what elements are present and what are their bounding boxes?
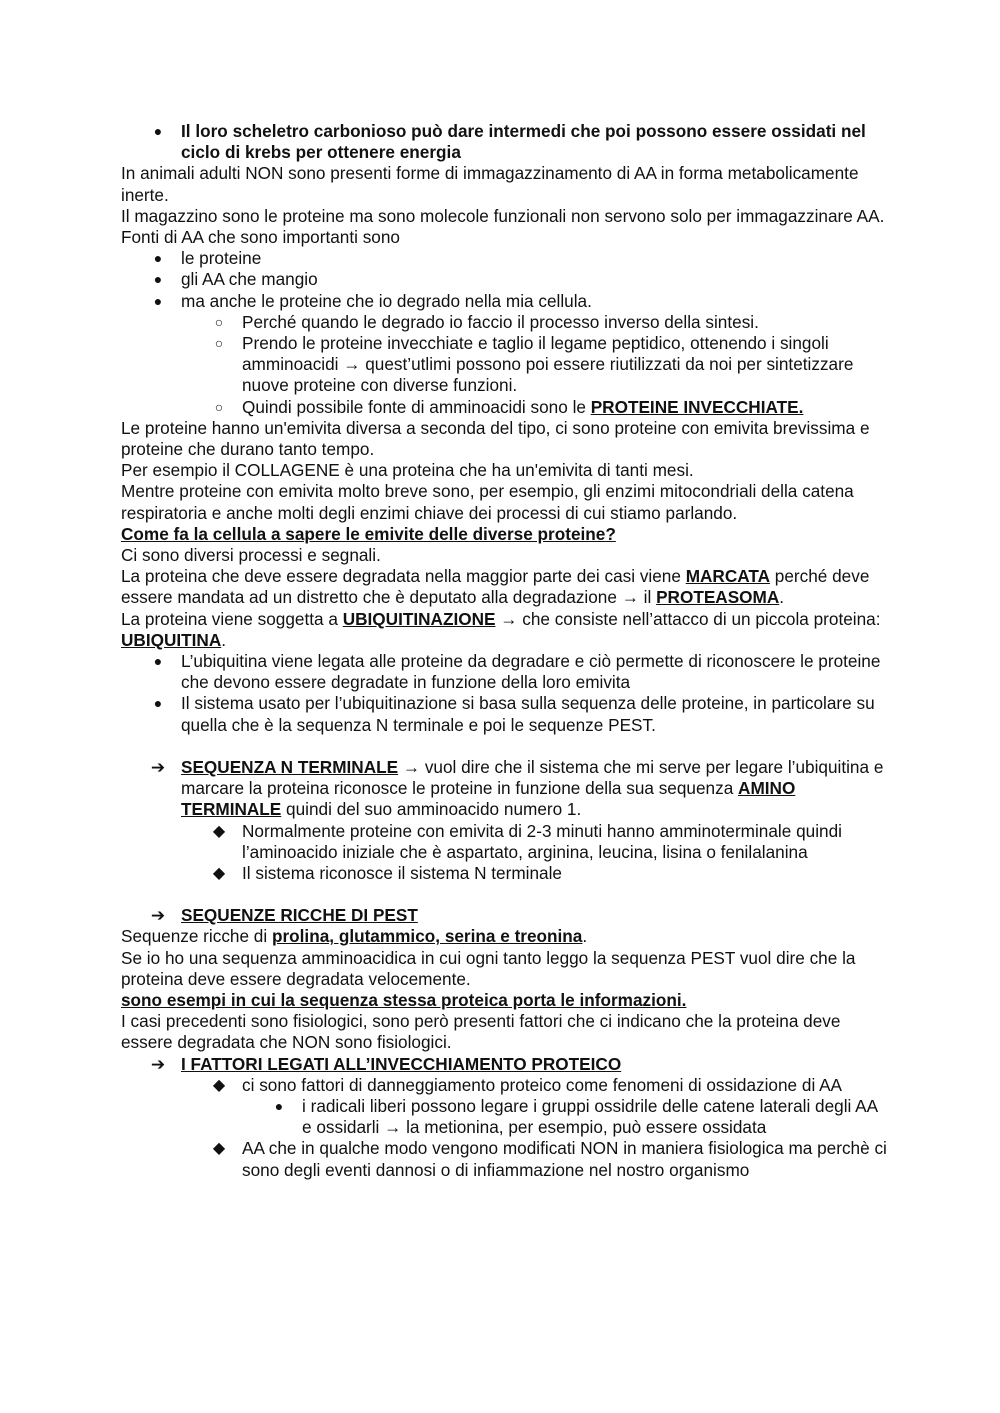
arrow-heading: I FATTORI LEGATI ALL’INVECCHIAMENTO PROTEICO [181, 1053, 622, 1074]
sub-bullet-item [121, 312, 891, 333]
bullet-marker: ● [153, 695, 163, 712]
bullet-text: Il sistema usato per l’ubiquitinazione si basa sulla sequenza delle proteine, in particolare su quella che è la sequenza N terminale e poi le sequenze PEST. [181, 693, 875, 735]
bullet-item [121, 291, 891, 312]
paragraph: Se io ho una sequenza amminoacidica in cui ogni tanto leggo la sequenza PEST vuol dire che la proteina deve essere degradata velocemente. [121, 947, 856, 989]
text-run: . [582, 926, 588, 947]
diamond-item [121, 821, 891, 863]
sub-bullet-text: Perché quando le degrado io faccio il processo inverso della sintesi. [242, 311, 759, 332]
text-run: quindi del suo amminoacido numero 1. [281, 799, 582, 820]
underlined-term: AMINO TERMINALE [181, 778, 796, 820]
underlined-term: UBIQUITINAZIONE [342, 608, 496, 629]
diamond-icon: ◆ [212, 864, 226, 882]
text-run: → che consiste nell’attacco di un piccola proteina: [495, 608, 881, 629]
bullet-item [121, 121, 891, 163]
diamond-text: Il sistema riconosce il sistema N terminale [242, 862, 562, 883]
arrow-item [121, 1054, 891, 1075]
bullet-marker: ● [274, 1097, 284, 1114]
paragraph [121, 566, 891, 608]
arrow-icon: ➔ [150, 906, 166, 926]
sub-sub-bullet-item [121, 1096, 891, 1138]
bullet-text: ma anche le proteine che io degrado nella mia cellula. [181, 290, 592, 311]
diamond-item [121, 863, 891, 884]
bullet-marker: ● [153, 292, 163, 309]
text-run: Quindi possibile fonte di amminoacidi sono le [242, 396, 591, 417]
bullet-marker: ● [153, 250, 163, 267]
arrow-text [181, 757, 891, 821]
paragraph [121, 926, 891, 947]
paragraph: Il magazzino sono le proteine ma sono molecole funzionali non servono solo per immagazzinare AA. [121, 205, 885, 226]
diamond-icon: ◆ [212, 1076, 226, 1094]
diamond-text: AA che in qualche modo vengono modificati NON in maniera fisiologica ma perchè ci sono degli eventi dannosi o di infiammazione nel nostro organismo [242, 1138, 887, 1180]
arrow-item [121, 905, 891, 926]
sub-bullet-item [121, 333, 891, 397]
arrow-icon: ➔ [150, 757, 166, 777]
paragraph: Le proteine hanno un'emivita diversa a seconda del tipo, ci sono proteine con emivita brevissima e proteine che durano tanto tempo. [121, 417, 870, 460]
paragraph [121, 609, 891, 651]
paragraph: Ci sono diversi processi e segnali. [121, 545, 381, 566]
circle-marker: ○ [214, 313, 224, 330]
spacer [121, 884, 891, 905]
underlined-term: UBIQUITINA [121, 629, 222, 650]
bullet-item [121, 651, 891, 693]
bullet-item [121, 248, 891, 269]
bullet-item [121, 269, 891, 290]
paragraph: Per esempio il COLLAGENE è una proteina che ha un'emivita di tanti mesi. [121, 460, 694, 481]
bullet-marker: ● [153, 271, 163, 288]
circle-marker: ○ [214, 398, 224, 415]
arrow-heading: SEQUENZE RICCHE DI PEST [181, 905, 418, 926]
diamond-item [121, 1075, 891, 1096]
underlined-term: SEQUENZA N TERMINALE [181, 756, 399, 777]
text-run: Sequenze ricche di [121, 926, 272, 947]
underlined-term: PROTEASOMA [656, 587, 780, 608]
paragraph: Mentre proteine con emivita molto breve sono, per esempio, gli enzimi mitocondriali della catena respiratoria e anche molti degli enzimi chiave dei processi di cui stiamo parlando. [121, 481, 854, 523]
bullet-text: Il loro scheletro carbonioso può dare intermedi che poi possono essere ossidati nel ciclo di krebs per ottenere energia [181, 121, 866, 163]
sub-bullet-text [242, 397, 891, 418]
spacer [121, 736, 891, 757]
bullet-text: le proteine [181, 248, 262, 269]
diamond-text: Normalmente proteine con emivita di 2-3 minuti hanno amminoterminale quindi l’aminoacido iniziale che è aspartato, arginina, leucina, lisina o fenilalanina [242, 820, 842, 862]
sub-bullet-text: Prendo le proteine invecchiate e taglio il legame peptidico, ottenendo i singoli amminoacidi → quest’utlimi possono poi essere riutilizzati da noi per sintetizzare nuove proteine con diverse funzioni. [242, 333, 854, 396]
text-run: → vuol dire che il sistema che mi serve per legare l’ubiquitina e marcare la proteina riconosce le proteine in funzione della sua sequenza [181, 756, 884, 799]
section-heading: sono esempi in cui la sequenza stessa proteica porta le informazioni. [121, 989, 687, 1010]
diamond-item [121, 1138, 891, 1180]
underlined-term: PROTEINE INVECCHIATE. [590, 396, 804, 417]
underlined-term: MARCATA [685, 566, 771, 587]
bullet-marker: ● [153, 653, 163, 670]
bullet-text: L’ubiquitina viene legata alle proteine da degradare e ciò permette di riconoscere le proteine che devono essere degradate in funzione della loro emivita [181, 651, 881, 693]
document-body [121, 121, 891, 1181]
sub-sub-bullet-text: i radicali liberi possono legare i gruppi ossidrile delle catene laterali degli AA e ossidarli → la metionina, per esempio, può essere ossidata [302, 1095, 878, 1138]
paragraph: I casi precedenti sono fisiologici, sono però presenti fattori che ci indicano che la proteina deve essere degradata che NON sono fisiologici. [121, 1011, 841, 1053]
text-run: . [779, 587, 785, 608]
bullet-text: gli AA che mangio [181, 269, 318, 290]
text-run: La proteina viene soggetta a [121, 608, 343, 629]
circle-marker: ○ [214, 335, 224, 352]
arrow-item [121, 757, 891, 821]
bullet-item [121, 693, 891, 735]
underlined-term: prolina, glutammico, serina e treonina [271, 926, 583, 947]
arrow-icon: ➔ [150, 1054, 166, 1074]
paragraph: Fonti di AA che sono importanti sono [121, 227, 400, 248]
sub-bullet-item [121, 397, 891, 418]
diamond-icon: ◆ [212, 822, 226, 840]
paragraph: In animali adulti NON sono presenti forme di immagazzinamento di AA in forma metabolicamente inerte. [121, 163, 859, 205]
diamond-icon: ◆ [212, 1140, 226, 1158]
diamond-text: ci sono fattori di danneggiamento proteico come fenomeni di ossidazione di AA [242, 1074, 843, 1095]
text-run: . [221, 629, 227, 650]
text-run: La proteina che deve essere degradata nella maggior parte dei casi viene [121, 566, 686, 587]
section-heading: Come fa la cellula a sapere le emivite delle diverse proteine? [121, 523, 616, 544]
bullet-marker: ● [153, 123, 163, 139]
text-run: perché deve essere mandata ad un distretto che è deputato alla degradazione → il [121, 566, 870, 608]
